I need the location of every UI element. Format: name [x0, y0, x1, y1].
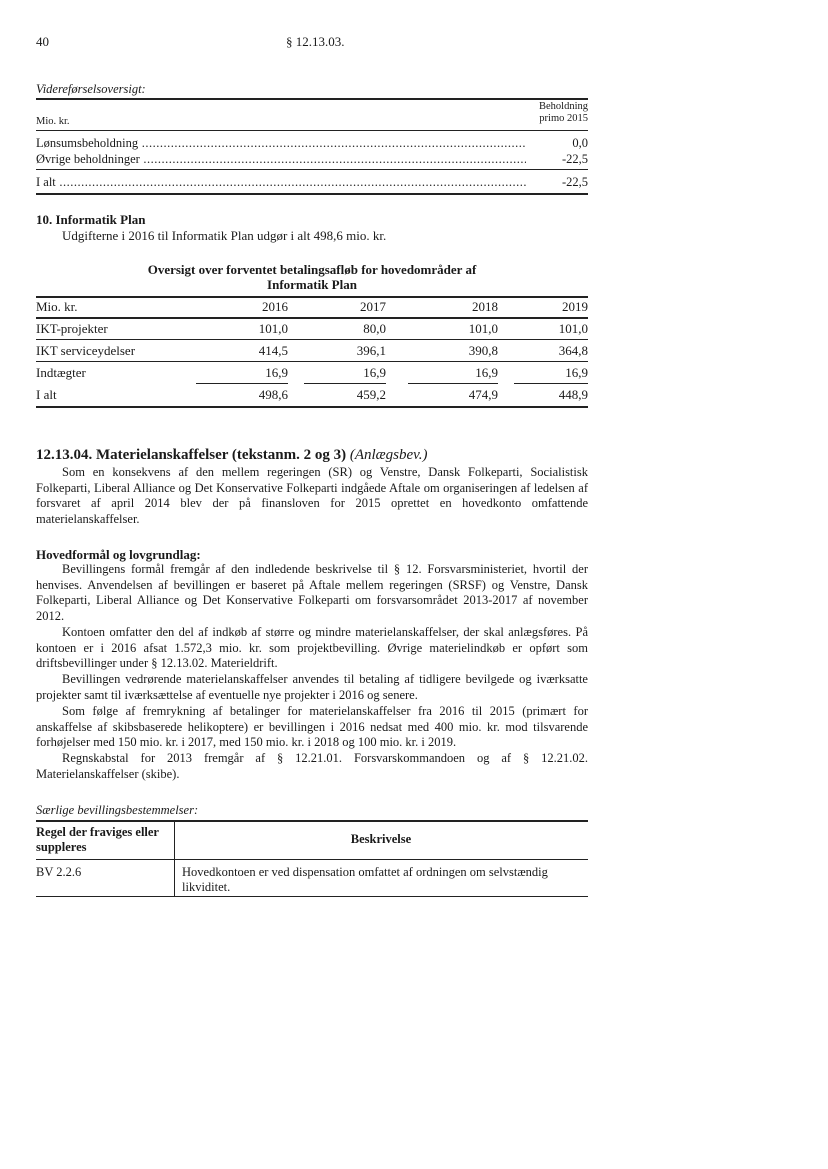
plan-title-line1: Oversigt over forventet betalingsafløb for hovedområder af	[147, 262, 477, 277]
table-row	[36, 319, 588, 339]
special-provisions-table	[36, 820, 588, 898]
table-cell: 390,8	[468, 343, 498, 358]
table-cell: IKT-projekter	[36, 321, 108, 336]
table-cell: 80,0	[363, 321, 386, 336]
table-row	[36, 151, 588, 167]
row-rule	[36, 361, 588, 362]
paragraph-text: Bevillingens formål fremgår af den indledende beskrivelse til § 12. Forsvarsministeriet, hvortil der henvises. Anvendelsen af bevillingen er baseret på Aftale mellem regeringen (SRSF) og Venstre, Dansk Folkeparti, Liberal Alliance og Det Konservative Folkeparti om forsvarsområdet 2013-2017 af november 2012.	[36, 562, 588, 623]
table-cell: 16,9	[363, 365, 386, 380]
section-heading-text: 12.13.04. Materielanskaffelser (tekstanm. 2 og 3)	[36, 447, 347, 463]
special-provisions-caption: Særlige bevillingsbestemmelser:	[36, 803, 199, 817]
table-cell: BV 2.2.6	[36, 865, 82, 879]
column-header-holding	[539, 101, 588, 125]
paragraph	[36, 704, 588, 751]
row-label: Øvrige beholdninger .....	[36, 151, 526, 167]
table-cell: 101,0	[468, 321, 498, 336]
paragraph	[36, 562, 588, 624]
table-cell: 396,1	[356, 343, 386, 358]
table-cell: 16,9	[565, 365, 588, 380]
paragraph	[36, 625, 588, 672]
header-cell: 2017	[360, 299, 386, 314]
table-cell: 101,0	[558, 321, 588, 336]
table-cell: I alt	[36, 387, 57, 402]
row-label: Lønsumsbeholdning .....	[36, 135, 526, 151]
table-cell: 474,9	[468, 387, 498, 402]
row-rule	[36, 339, 588, 340]
total-row	[36, 385, 588, 405]
table-bottom-rule	[36, 896, 588, 897]
plan-title-line2: Informatik Plan	[267, 277, 357, 292]
intro-paragraph	[36, 465, 588, 527]
column-header-line1: Beholdning	[539, 101, 588, 112]
paragraph	[36, 672, 588, 703]
table-cell: 448,9	[558, 387, 588, 402]
total-rule	[36, 169, 588, 170]
row-value: 0,0	[572, 136, 588, 150]
header-cell: 2019	[562, 299, 588, 314]
column-header-line2: primo 2015	[539, 113, 588, 124]
table-top-rule	[36, 820, 588, 822]
total-value: -22,5	[561, 175, 588, 189]
table-cell: 16,9	[475, 365, 498, 380]
total-label: I alt .....	[36, 174, 526, 190]
paragraph-text: Som en konsekvens af den mellem regeringen (SR) og Venstre, Dansk Folkeparti, Socialistisk Folkeparti, Liberal Alliance og Det Konservative Folkeparti indgåede Aftale om organiseringen af ledelsen af forsvaret af april 2014 blev der på finansloven for 2015 oprettet en hovedkonto omfattende materielanskaffelser.	[36, 465, 588, 526]
table-row	[36, 135, 588, 151]
carry-over-caption: Videreførselsoversigt:	[36, 82, 146, 96]
page-header	[36, 34, 588, 52]
header-rule	[36, 859, 588, 860]
subtotal-rule	[514, 383, 588, 384]
purpose-heading: Hovedformål og lovgrundlag:	[36, 547, 201, 562]
header-cell: 2018	[472, 299, 498, 314]
header-rule	[36, 130, 588, 131]
subtotal-rule	[196, 383, 288, 384]
table-cell: IKT serviceydelser	[36, 343, 136, 358]
section-10-title: 10. Informatik Plan	[36, 212, 146, 227]
table-cell: 101,0	[258, 321, 288, 336]
section-heading-tag: (Anlægsbev.)	[349, 447, 428, 463]
subtotal-rule	[408, 383, 498, 384]
table-cell: 459,2	[356, 387, 386, 402]
table-cell: 414,5	[258, 343, 288, 358]
table-cell: Indtægter	[36, 365, 86, 380]
paragraph-text: Regnskabstal for 2013 fremgår af § 12.21.01. Forsvarskommandoen og af § 12.21.02. Materielanskaffelser (skibe).	[36, 751, 588, 781]
page-number: 40	[36, 34, 49, 49]
header-cell: Regel der fraviges eller suppleres	[36, 825, 159, 854]
unit-label: Mio. kr.	[36, 116, 70, 127]
subtotal-rule	[304, 383, 386, 384]
header-cell: Mio. kr.	[36, 299, 78, 314]
table-bottom-rule	[36, 193, 588, 195]
table-cell: 364,8	[558, 343, 588, 358]
header-cell: 2016	[262, 299, 288, 314]
table-cell: 16,9	[265, 365, 288, 380]
paragraph	[36, 751, 588, 782]
table-row	[36, 363, 588, 383]
table-header-row	[36, 297, 588, 317]
section-reference: § 12.13.03.	[286, 34, 345, 49]
table-row	[36, 341, 588, 361]
paragraph-text: Som følge af fremrykning af betalinger for materielanskaffelser fra 2016 til 2015 (primært for anskaffelse af skibsbaserede helikoptere) er bevillingen i 2016 nedsat med 400 mio. kr. mod tilsvarende forhøjelser med 150 mio. kr. i 2017, med 150 mio. kr. i 2018 og 100 mio. kr. i 2019.	[36, 704, 588, 749]
total-row	[36, 174, 588, 190]
plan-table-title	[36, 262, 588, 292]
table-cell: Hovedkontoen er ved dispensation omfattet af ordningen om selvstændig likviditet.	[182, 865, 548, 894]
paragraph-text: Kontoen omfatter den del af indkøb af større og mindre materielanskaffelser, der skal anlægsføres. På kontoen er i 2016 afsat 1.572,3 mio. kr. som projektbevilling. Øvrige materielindkøb er opført som driftsbevillinger under § 12.13.02. Materieldrift.	[36, 625, 588, 670]
paragraph-text: Bevillingen vedrørende materielanskaffelser anvendes til betaling af tidligere bevilgede og iværksatte projekter samt til iværksættelse af eventuelle nye projekter i 2016 og senere.	[36, 672, 588, 702]
section-heading	[36, 447, 427, 464]
header-cell: Beskrivelse	[350, 832, 412, 846]
row-value: -22,5	[561, 152, 588, 166]
table-cell: 498,6	[258, 387, 288, 402]
table-top-rule	[36, 98, 588, 100]
table-bottom-rule	[36, 406, 588, 408]
section-10-text: Udgifterne i 2016 til Informatik Plan udgør i alt 498,6 mio. kr.	[62, 228, 387, 243]
